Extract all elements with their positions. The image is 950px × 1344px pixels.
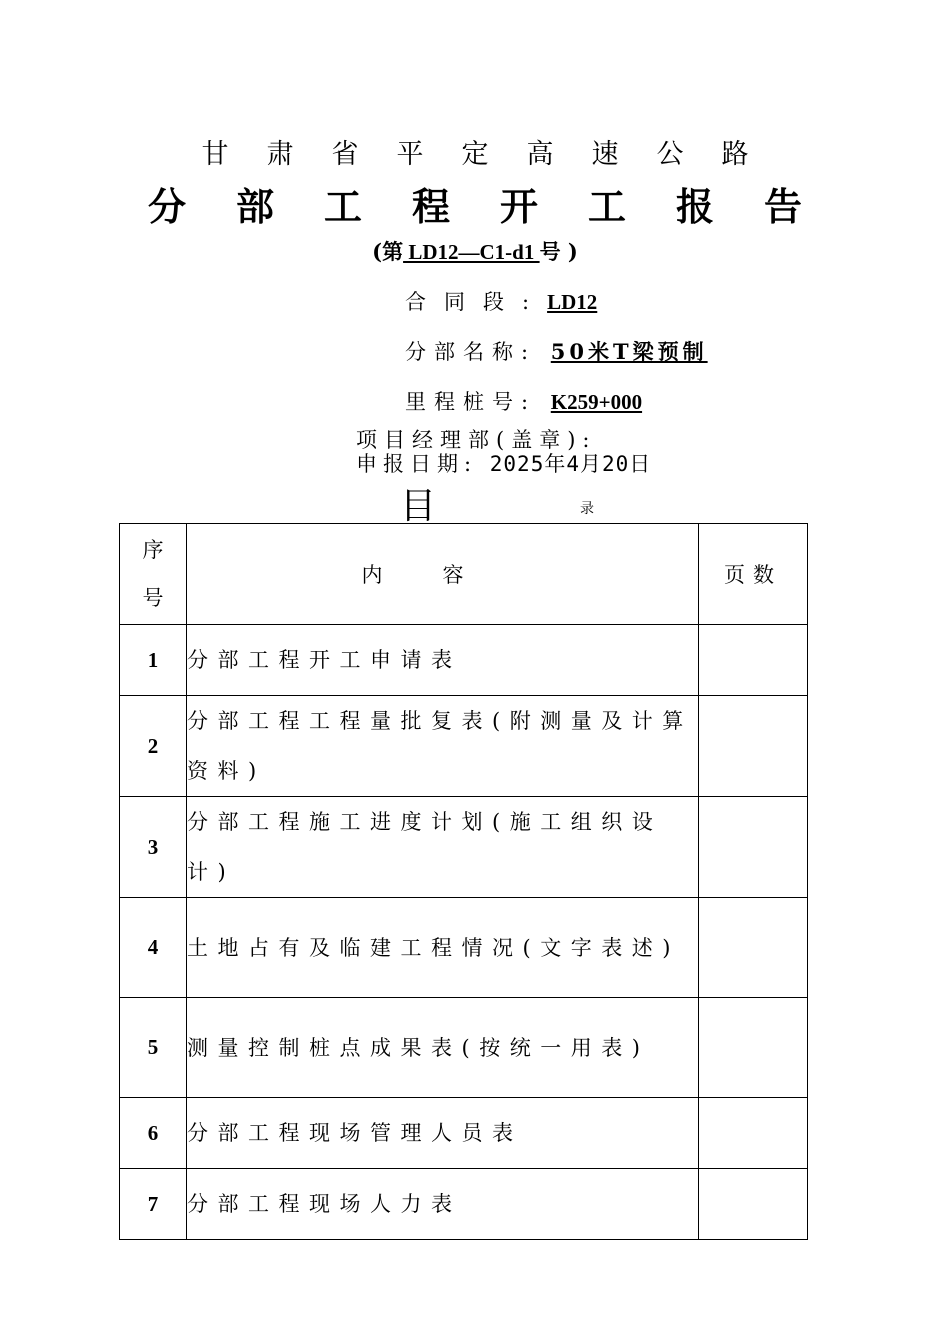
row-pages: [699, 898, 808, 998]
row-content: 分部工程现场管理人员表: [187, 1098, 699, 1169]
row-pages: [699, 696, 808, 797]
row-pages: [699, 1098, 808, 1169]
mileage-label: 里程桩号:: [405, 390, 537, 414]
toc-header-row: [120, 524, 808, 625]
row-pages: [699, 625, 808, 696]
name-field: [405, 336, 708, 366]
table-row: [120, 1169, 808, 1240]
toc-title-main: 目: [400, 486, 437, 527]
row-number: 4: [120, 898, 187, 998]
table-row: [120, 998, 808, 1098]
date-label: 申报日期:: [356, 452, 478, 476]
doc-number-value: LD12—C1-d1: [403, 240, 540, 264]
contract-field: [405, 286, 597, 316]
row-content: 分部工程开工申请表: [187, 625, 699, 696]
mileage-field: [405, 386, 642, 416]
contract-value: LD12: [547, 290, 598, 314]
row-content: 土地占有及临建工程情况(文字表述): [187, 898, 699, 998]
row-content: 分部工程施工进度计划(施工组织设计): [187, 797, 699, 898]
table-row: [120, 696, 808, 797]
name-label: 分部名称:: [405, 340, 537, 364]
date-value: 2025年4月20日: [489, 452, 652, 476]
col-header-no: 序号: [120, 524, 187, 625]
row-number: 5: [120, 998, 187, 1098]
doc-number-prefix: (第: [372, 239, 404, 264]
toc-table: [119, 523, 808, 1240]
table-row: [120, 797, 808, 898]
table-row: [120, 1098, 808, 1169]
row-number: 1: [120, 625, 187, 696]
row-pages: [699, 797, 808, 898]
row-content: 分部工程现场人力表: [187, 1169, 699, 1240]
row-content: 测量控制桩点成果表(按统一用表): [187, 998, 699, 1098]
row-pages: [699, 1169, 808, 1240]
manager-label: 项目经理部(盖章):: [356, 428, 597, 452]
report-title: 分部工程开工报告: [147, 184, 852, 229]
row-number: 2: [120, 696, 187, 797]
row-pages: [699, 998, 808, 1098]
name-value: 50米T梁预制: [550, 339, 708, 364]
row-number: 3: [120, 797, 187, 898]
contract-label: 合同段:: [405, 290, 548, 314]
row-number: 7: [120, 1169, 187, 1240]
table-row: [120, 625, 808, 696]
toc-title-tail: 录: [580, 501, 594, 517]
row-number: 6: [120, 1098, 187, 1169]
mileage-value: K259+000: [550, 390, 643, 414]
col-header-content: 内容: [187, 524, 699, 625]
col-header-pages: 页数: [699, 524, 808, 625]
province-title: 甘肃省平定高速公路: [201, 139, 787, 170]
doc-number-suffix: 号 ): [539, 239, 578, 264]
doc-number: [0, 236, 950, 266]
date-field: [356, 448, 651, 478]
table-row: [120, 898, 808, 998]
row-content: 分部工程工程量批复表(附测量及计算资料): [187, 696, 699, 797]
